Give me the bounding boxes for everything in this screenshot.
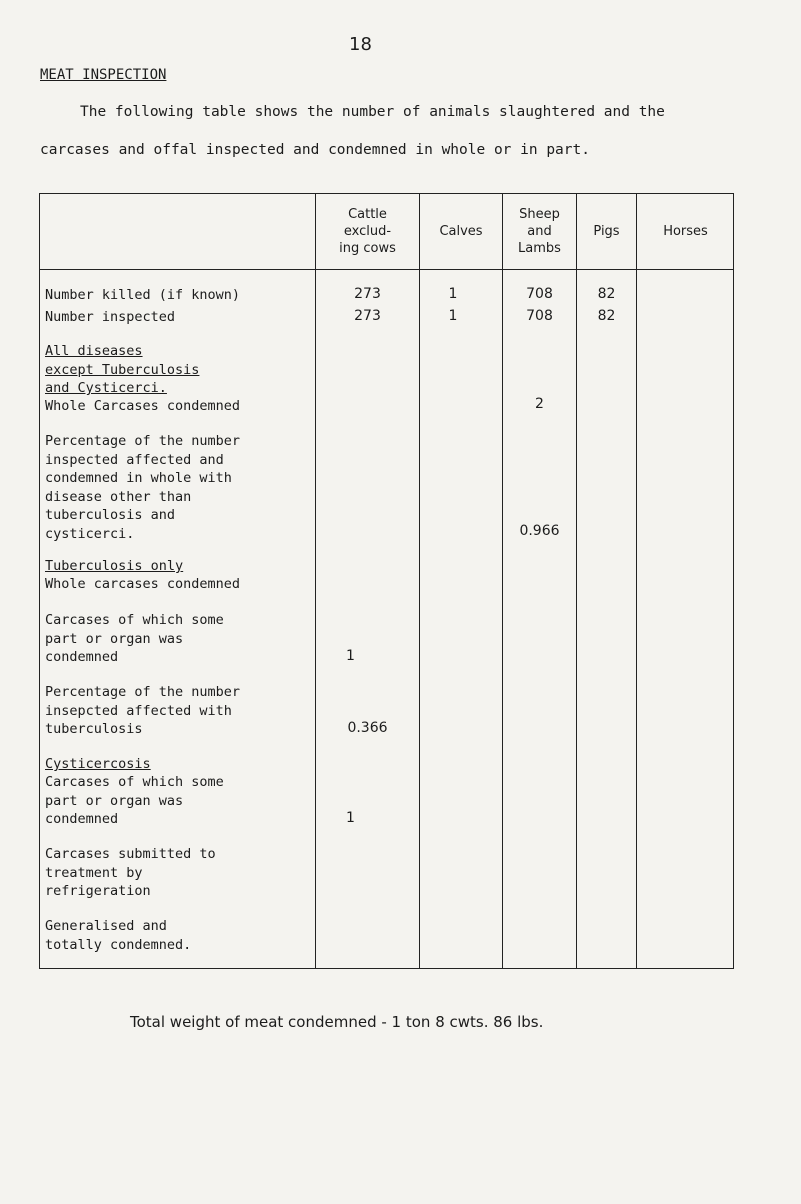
intro-line-2: carcases and offal inspected and condemned in whole or in part. [40, 142, 590, 158]
cell-whole-condemned-sheep: 2 [535, 396, 544, 412]
cell-inspected-cattle: 273 [354, 308, 381, 324]
cell-inspected-calves: 1 [448, 308, 458, 324]
intro-line-1: The following table shows the number of animals slaughtered and the [80, 104, 665, 120]
row-label-cysti-part: Carcases of which some part or organ was condemned [45, 774, 224, 827]
cell-cysti-part-value: 1 [346, 810, 355, 826]
cell-tb-percentage-cattle: 0.366 [347, 720, 388, 736]
page-number: 18 [349, 34, 372, 55]
page-heading: MEAT INSPECTION [40, 67, 167, 83]
section-heading-tuberculosis: Tuberculosis only [45, 558, 184, 574]
row-label-inspected: Number inspected [45, 309, 176, 325]
row-label-tb-part: Carcases of which some part or organ was condemned [45, 612, 224, 665]
column-header-pigs: Pigs [593, 223, 620, 239]
cell-inspected-sheep: 708 [526, 308, 553, 324]
row-label-refrigeration: Carcases submitted to treatment by refrigeration [45, 846, 216, 899]
row-label-whole-condemned: Whole Carcases condemned [45, 398, 241, 414]
total-weight-note: Total weight of meat condemned - 1 ton 8 cwts. 86 lbs. [130, 1013, 544, 1031]
cell-killed-pigs: 82 [597, 286, 616, 302]
column-header-horses: Horses [663, 223, 708, 239]
column-header-cattle: Cattle exclud- ing cows [339, 206, 396, 256]
row-label-killed: Number killed (if known) [45, 287, 241, 303]
row-label-tb-percentage: Percentage of the number insepcted affected with tuberculosis [45, 684, 241, 737]
cell-inspected-pigs: 82 [597, 308, 616, 324]
cell-killed-cattle: 273 [354, 286, 381, 302]
header-divider [39, 269, 734, 270]
cell-killed-calves: 1 [448, 286, 458, 302]
column-header-sheep: Sheep and Lambs [518, 206, 561, 256]
section-heading-cysticercosis: Cysticercosis [45, 756, 151, 772]
row-label-percentage-other: Percentage of the number inspected affected and condemned in whole with disease other than tuberculosis and cysticerci. [45, 433, 241, 542]
cell-tb-part-value: 1 [346, 648, 355, 664]
column-header-calves: Calves [439, 223, 483, 239]
column-divider [636, 193, 637, 969]
cell-percentage-other-sheep: 0.966 [519, 523, 560, 539]
section-heading-all-diseases: All diseases except Tuberculosis and Cysticerci. [45, 343, 200, 396]
row-label-tb-whole: Whole carcases condemned [45, 576, 241, 592]
cell-killed-sheep: 708 [526, 286, 553, 302]
row-label-generalised: Generalised and totally condemned. [45, 918, 192, 953]
